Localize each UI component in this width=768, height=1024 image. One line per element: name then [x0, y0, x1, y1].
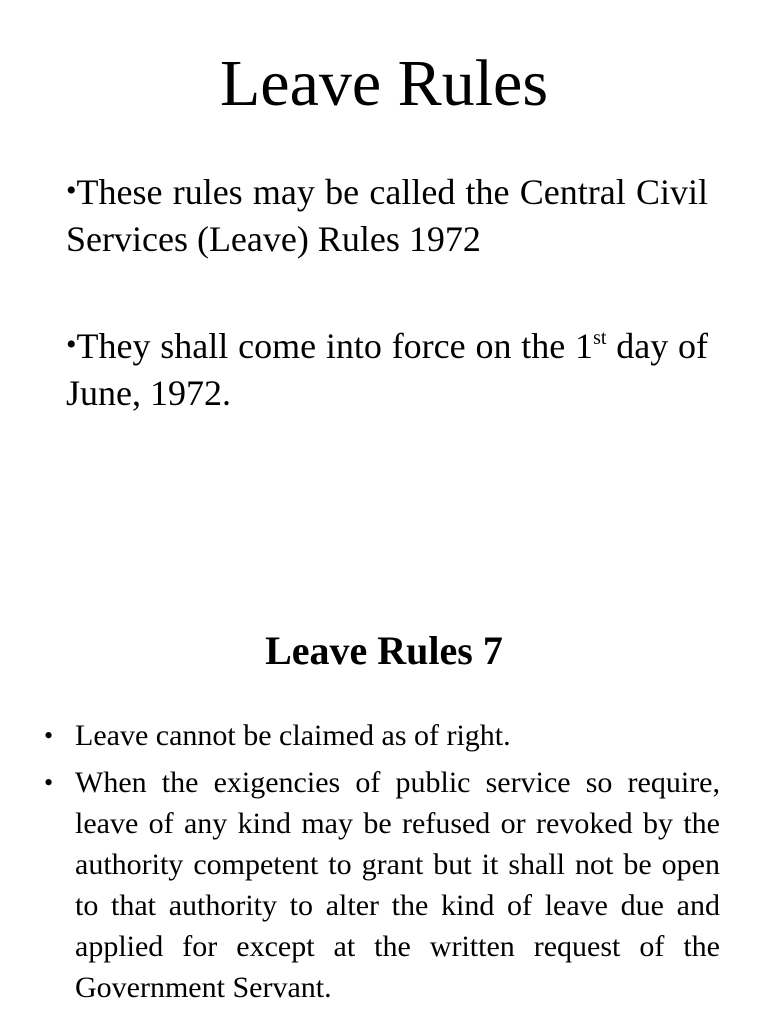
list-item: [44, 762, 720, 1008]
bullet-icon: •: [66, 174, 77, 207]
paragraph-commencement: [66, 321, 708, 417]
paragraph-short-title: [66, 167, 708, 263]
list-item: [44, 715, 720, 756]
bullet-icon: •: [44, 768, 54, 797]
rules-list: [44, 715, 720, 1014]
paragraph-text: They shall come into force on the 1: [76, 326, 594, 366]
bullet-icon: •: [66, 328, 77, 361]
bullet-icon: •: [44, 721, 54, 750]
paragraph-text: day of June, 1972.: [66, 326, 709, 413]
list-item-text: When the exigencies of public service so require, leave of any kind may be refused or revoked by the authority competent to grant but it shall not be open to that authority to alter the kind of leave due and applied for except at the written request of the Government Servant.: [75, 766, 720, 1004]
slide-title: Leave Rules 7: [265, 628, 503, 673]
list-item-text: Leave cannot be claimed as of right.: [75, 719, 511, 752]
paragraph-text: These rules may be called the Central Civil Services (Leave) Rules 1972: [66, 172, 708, 259]
slide-title: Leave Rules: [219, 47, 549, 120]
ordinal-suffix: st: [593, 327, 607, 349]
slide-leave-rules-7: [0, 512, 768, 1024]
